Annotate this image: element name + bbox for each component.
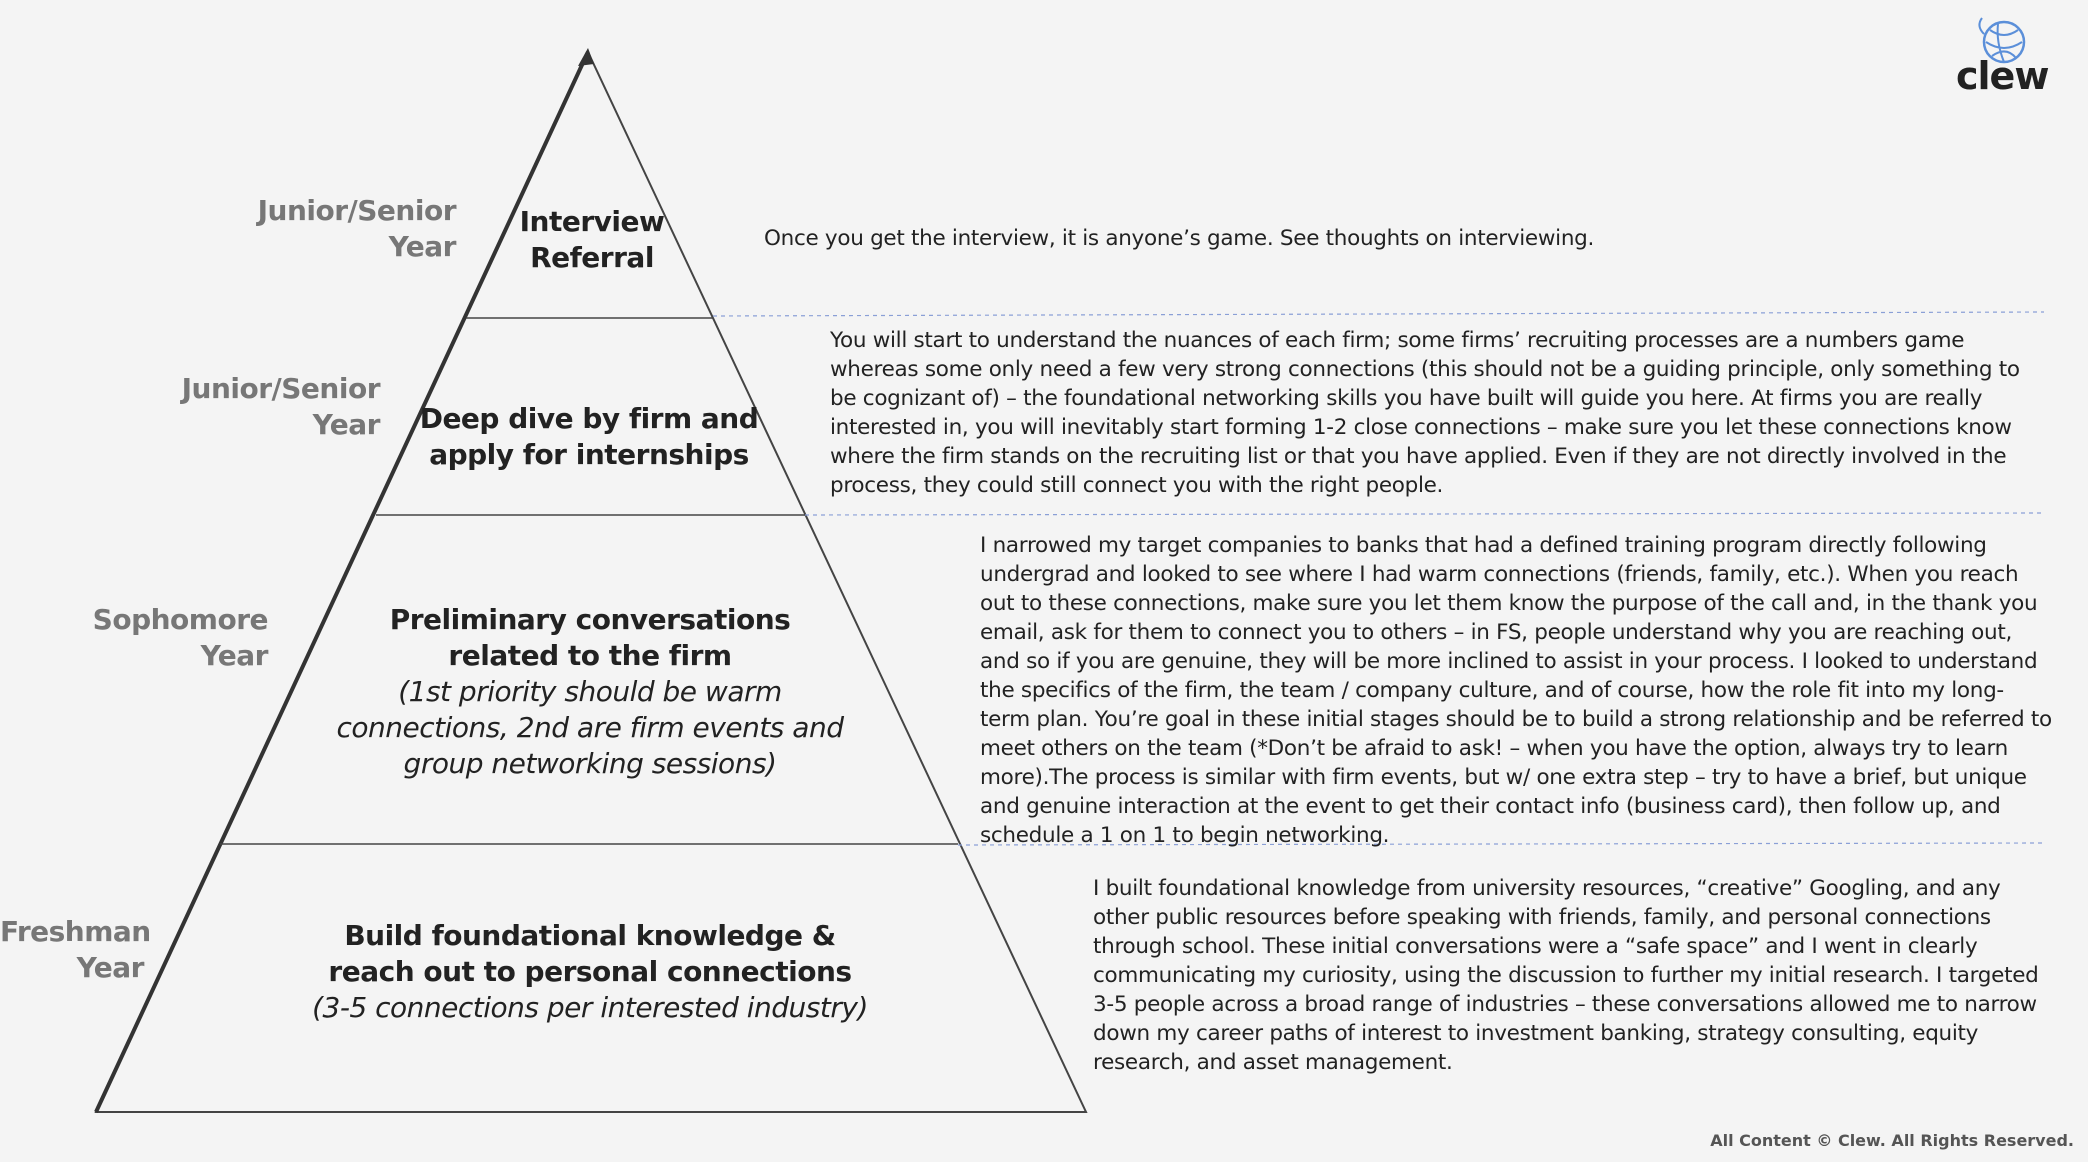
tier-foundational-knowledge bbox=[300, 918, 880, 1026]
tier-title: Interview bbox=[519, 205, 665, 238]
dashed-divider-1 bbox=[713, 312, 2044, 316]
tier-description: I built foundational knowledge from university resources, “creative” Googling, and any other public resources before speaking with friends, family, and personal connections through school. These initial conversations were a “safe space” and I went in clearly communicating my curiosity, using the discussion to further my initial research. I targeted 3-5 people across a broad range of industries – these conversations allowed me to narrow down my career paths of interest to investment banking, strategy consulting, equity research, and asset management. bbox=[1093, 876, 2039, 1075]
tier-interview-referral bbox=[472, 204, 712, 276]
tier-description: You will start to understand the nuances of each firm; some firms’ recruiting processes are a numbers game whereas some only need a few very strong connections (this should not be a guiding principle, only something to be cognizant of) – the foundational networking skills you have built will guide you here. At firms you are really interested in, you will inevitably start forming 1-2 close connections – make sure you let these connections know where the firm stands on the recruiting list or that you have applied. Even if they are not directly involved in the process, they could still connect you with the right people. bbox=[830, 328, 2020, 498]
tier-description: I narrowed my target companies to banks that had a defined training program directly following undergrad and looked to see where I had warm connections (friends, family, etc.). When you reach out to these connections, make sure you let them know the purpose of the call and, in the thank you email, ask for them to connect you to others – in FS, people understand why you are reaching out, and so if you are genuine, they will be more inclined to assist in your process. I looked to understand the specifics of the firm, the team / company culture, and of course, how the role fit into my long-term plan. You’re goal in these initial stages should be to build a strong relationship and be referred to meet others on the team (*Don’t be afraid to ask! – when you have the option, always try to learn more).The process is similar with firm events, but w/ one extra step – try to have a brief, but unique and genuine interaction at the event to get their contact info (business card), then follow up, and schedule a 1 on 1 to begin networking. bbox=[980, 533, 2052, 848]
dashed-divider-2 bbox=[805, 513, 2044, 515]
tier-deep-dive bbox=[414, 401, 764, 473]
year-label-junior-senior-mid: Junior/Senior Year bbox=[181, 372, 380, 441]
tier-title: Deep dive by firm and bbox=[419, 402, 759, 435]
year-label-freshman: Freshman Year bbox=[0, 915, 151, 984]
tier-title: Referral bbox=[530, 241, 654, 274]
tier-subtitle: group networking sessions) bbox=[403, 747, 777, 780]
tier-title: Build foundational knowledge & bbox=[344, 919, 836, 952]
apex-arrow-icon bbox=[578, 48, 594, 66]
year-label-sophomore: Sophomore Year bbox=[92, 603, 268, 672]
tier-subtitle: (3-5 connections per interested industry) bbox=[312, 991, 868, 1024]
clew-logo: clew bbox=[1956, 54, 2049, 98]
tier-subtitle: (1st priority should be warm bbox=[398, 675, 782, 708]
tier-description: Once you get the interview, it is anyone’s game. See thoughts on interviewing. bbox=[764, 226, 1595, 251]
year-label-junior-senior-top: Junior/Senior Year bbox=[257, 194, 456, 263]
tier-title: Preliminary conversations bbox=[389, 603, 791, 636]
tier-preliminary-conversations bbox=[330, 602, 850, 782]
tier-title: related to the firm bbox=[448, 639, 732, 672]
tier-title: apply for internships bbox=[429, 438, 749, 471]
copyright-footer: All Content © Clew. All Rights Reserved. bbox=[1710, 1131, 2074, 1150]
tier-title: reach out to personal connections bbox=[328, 955, 852, 988]
tier-subtitle: connections, 2nd are firm events and bbox=[336, 711, 844, 744]
